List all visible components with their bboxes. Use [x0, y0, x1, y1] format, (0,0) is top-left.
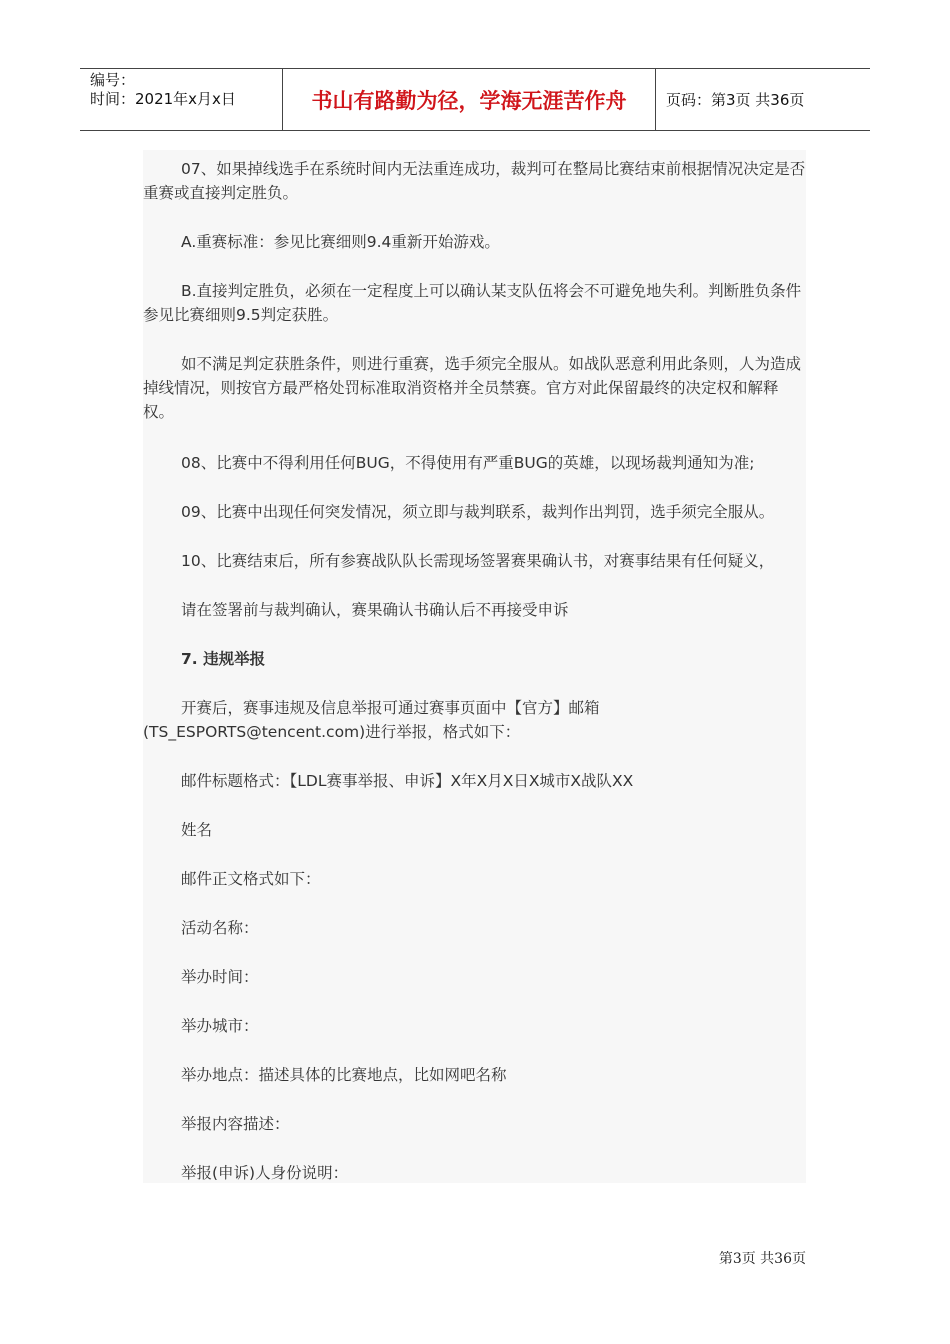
paragraph: 举报(申诉)人身份说明： [181, 1164, 349, 1182]
paragraph: 举办地点：描述具体的比赛地点，比如网吧名称 [181, 1066, 507, 1084]
paragraph: 举办时间： [181, 968, 259, 986]
header-page-label: 页码：第3页 共36页 [666, 91, 805, 109]
document-body [143, 150, 806, 1183]
paragraph: 请在签署前与裁判确认，赛果确认书确认后不再接受申诉 [181, 601, 569, 619]
paragraph: 10、比赛结束后，所有参赛战队队长需现场签署赛果确认书，对赛事结果有任何疑义， [181, 552, 775, 570]
page-header [80, 68, 870, 131]
section-heading: 7. 违规举报 [181, 650, 266, 668]
header-meta [80, 69, 282, 130]
page-footer: 第3页 共36页 [718, 1251, 806, 1267]
header-motto: 书山有路勤为径，学海无涯苦作舟 [282, 69, 656, 130]
paragraph: 邮件正文格式如下： [181, 870, 321, 888]
paragraph: 开赛后，赛事违规及信息举报可通过赛事页面中【官方】邮箱(TS_ESPORTS@tencent.com)进行举报，格式如下： [143, 699, 600, 741]
paragraph: 举办城市： [181, 1017, 259, 1035]
paragraph: 09、比赛中出现任何突发情况，须立即与裁判联系，裁判作出判罚，选手须完全服从。 [181, 503, 775, 521]
paragraph: 如不满足判定获胜条件，则进行重赛，选手须完全服从。如战队恶意利用此条则，人为造成掉线情况，则按官方最严格处罚标准取消资格并全员禁赛。官方对此保留最终的决定权和解释权。 [143, 355, 802, 421]
paragraph: 08、比赛中不得利用任何BUG，不得使用有严重BUG的英雄，以现场裁判通知为准; [181, 454, 755, 472]
paragraph: 活动名称： [181, 919, 259, 937]
paragraph: 07、如果掉线选手在系统时间内无法重连成功，裁判可在整局比赛结束前根据情况决定是否重赛或直接判定胜负。 [143, 160, 806, 202]
paragraph: A.重赛标准：参见比赛细则9.4重新开始游戏。 [181, 233, 500, 251]
paragraph: 举报内容描述： [181, 1115, 290, 1133]
paragraph: B.直接判定胜负，必须在一定程度上可以确认某支队伍将会不可避免地失利。判断胜负条件参见比赛细则9.5判定获胜。 [143, 282, 802, 324]
time-label: 时间：2021年x月x日 [90, 90, 236, 108]
paragraph: 邮件标题格式：【LDL赛事举报、申诉】X年X月X日X城市X战队XX [181, 772, 634, 790]
paragraph: 姓名 [181, 821, 213, 839]
number-label: 编号： [90, 71, 136, 89]
